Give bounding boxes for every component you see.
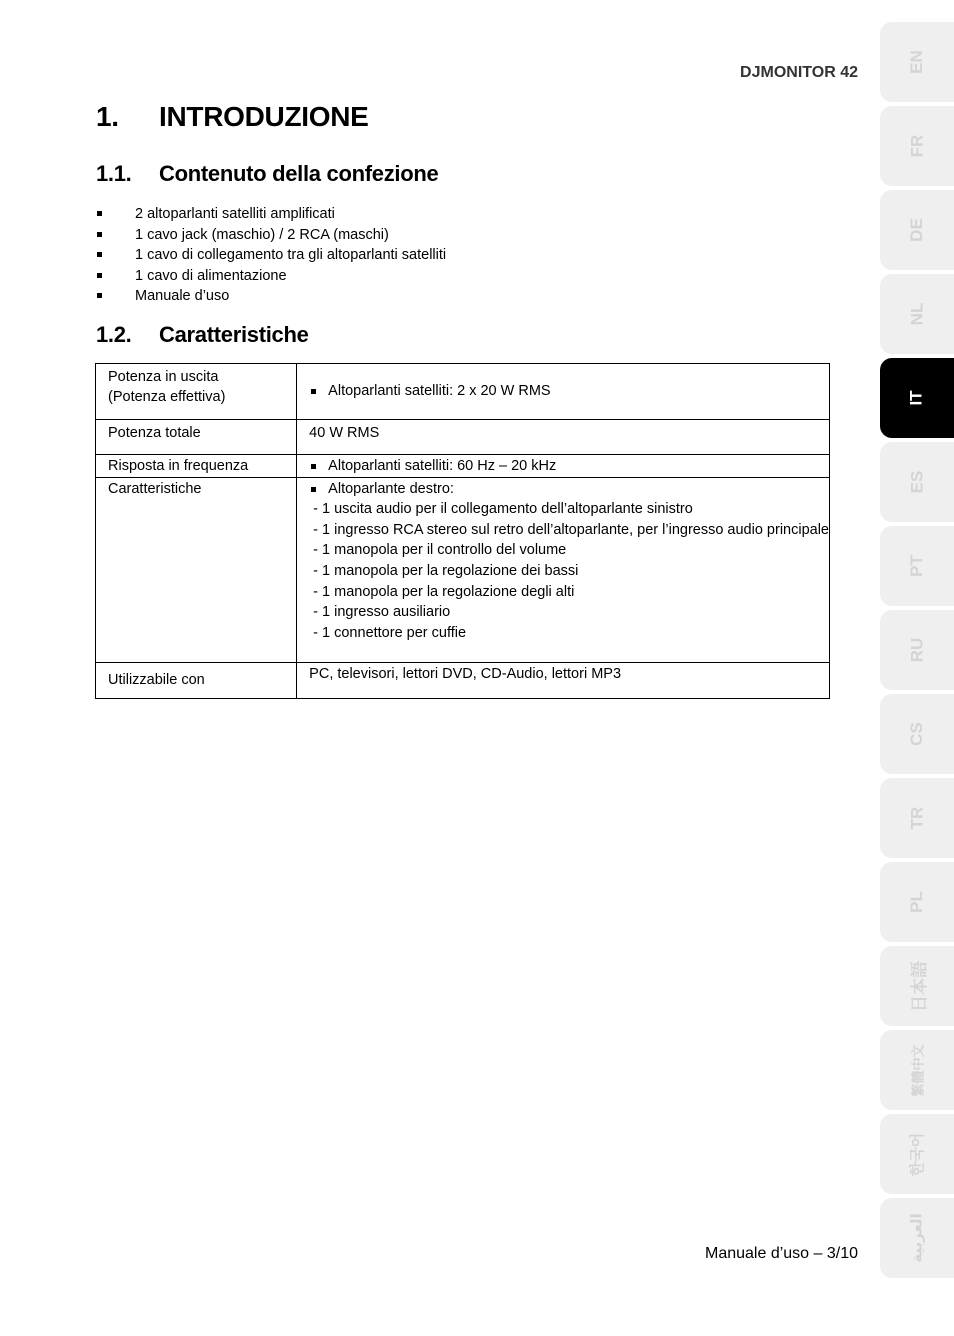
tab-label: 日本語	[909, 960, 929, 1012]
title-number: 1.	[96, 101, 119, 132]
language-tab-pl[interactable]	[880, 862, 954, 942]
language-tab-en[interactable]	[880, 22, 954, 102]
label-line: (Potenza effettiva)	[108, 389, 226, 405]
language-tab-ko[interactable]	[880, 1114, 954, 1194]
tab-label: العربية	[909, 1213, 926, 1263]
page-footer: Manuale d’uso – 3/10	[705, 1245, 858, 1262]
list-item: Manuale d’uso	[96, 286, 446, 307]
language-tab-it[interactable]	[880, 358, 954, 438]
language-tab-ru[interactable]	[880, 610, 954, 690]
table-row	[96, 364, 830, 420]
language-tabs	[880, 22, 954, 1282]
row-label: Caratteristiche	[96, 477, 297, 662]
list-item: 1 cavo di collegamento tra gli altoparlanti satelliti	[96, 245, 446, 266]
row-label	[96, 364, 297, 420]
language-tab-de[interactable]	[880, 190, 954, 270]
feature-line: - 1 uscita audio per il collegamento dell’altoparlante sinistro	[313, 501, 693, 518]
feature-line: - 1 manopola per la regolazione degli alti	[313, 583, 575, 600]
feature-line: - 1 ingresso ausiliario	[313, 604, 451, 621]
table-row	[96, 455, 830, 478]
row-value: 40 W RMS	[297, 420, 830, 455]
value-bullet: Altoparlanti satelliti: 60 Hz – 20 kHz	[309, 456, 829, 477]
language-tab-fr[interactable]	[880, 106, 954, 186]
language-tab-zh[interactable]	[880, 1030, 954, 1110]
tab-label: ES	[907, 470, 926, 494]
feature-line: - 1 ingresso RCA stereo sul retro dell’altoparlante, per l’ingresso audio principale	[313, 521, 829, 538]
tab-label: EN	[907, 50, 926, 74]
section-number: 1.2.	[96, 322, 132, 347]
table-row	[96, 420, 830, 455]
language-tab-tr[interactable]	[880, 778, 954, 858]
section-title: Contenuto della confezione	[159, 161, 439, 186]
tab-label: 繁體中文	[910, 1043, 926, 1097]
specs-table	[95, 363, 830, 699]
tab-label: 한국어	[909, 1132, 927, 1176]
language-tab-pt[interactable]	[880, 526, 954, 606]
list-item: 1 cavo jack (maschio) / 2 RCA (maschi)	[96, 225, 446, 246]
label-line: Potenza in uscita	[108, 369, 219, 385]
section-number: 1.1.	[96, 161, 132, 186]
feature-line: - 1 connettore per cuffie	[313, 624, 467, 641]
feature-line: - 1 manopola per il controllo del volume	[313, 542, 567, 559]
value-bullet: Altoparlante destro:	[309, 479, 829, 500]
row-value	[297, 364, 830, 420]
section-title: Caratteristiche	[159, 322, 309, 347]
row-label: Risposta in frequenza	[96, 455, 297, 478]
page-title	[96, 101, 369, 133]
row-label: Utilizzabile con	[96, 662, 297, 698]
tab-label: RU	[907, 637, 926, 663]
feature-line: - 1 manopola per la regolazione dei bassi	[313, 562, 579, 579]
tab-label: PL	[906, 891, 926, 913]
tab-label: NL	[906, 302, 926, 326]
language-tab-nl[interactable]	[880, 274, 954, 354]
tab-label: DE	[907, 218, 926, 242]
section-heading-contents	[96, 161, 438, 187]
language-tab-ar[interactable]	[880, 1198, 954, 1278]
row-value	[297, 477, 830, 662]
tab-label: PT	[906, 555, 926, 577]
row-value	[297, 455, 830, 478]
table-row	[96, 477, 830, 662]
tab-label: TR	[906, 806, 926, 830]
list-item: 2 altoparlanti satelliti amplificati	[96, 204, 446, 225]
table-row	[96, 662, 830, 698]
tab-label: FR	[906, 134, 926, 158]
row-value: PC, televisori, lettori DVD, CD-Audio, lettori MP3	[297, 662, 830, 698]
title-text: INTRODUZIONE	[159, 101, 369, 132]
language-tab-ja[interactable]	[880, 946, 954, 1026]
list-item: 1 cavo di alimentazione	[96, 266, 446, 287]
product-name: DJMONITOR 42	[740, 64, 858, 81]
package-contents-list	[96, 204, 446, 307]
language-tab-es[interactable]	[880, 442, 954, 522]
section-heading-features	[96, 322, 309, 348]
row-label: Potenza totale	[96, 420, 297, 455]
value-bullet: Altoparlanti satelliti: 2 x 20 W RMS	[309, 381, 829, 402]
tab-label: CS	[907, 722, 926, 746]
tab-label: IT	[906, 390, 926, 406]
language-tab-cs[interactable]	[880, 694, 954, 774]
